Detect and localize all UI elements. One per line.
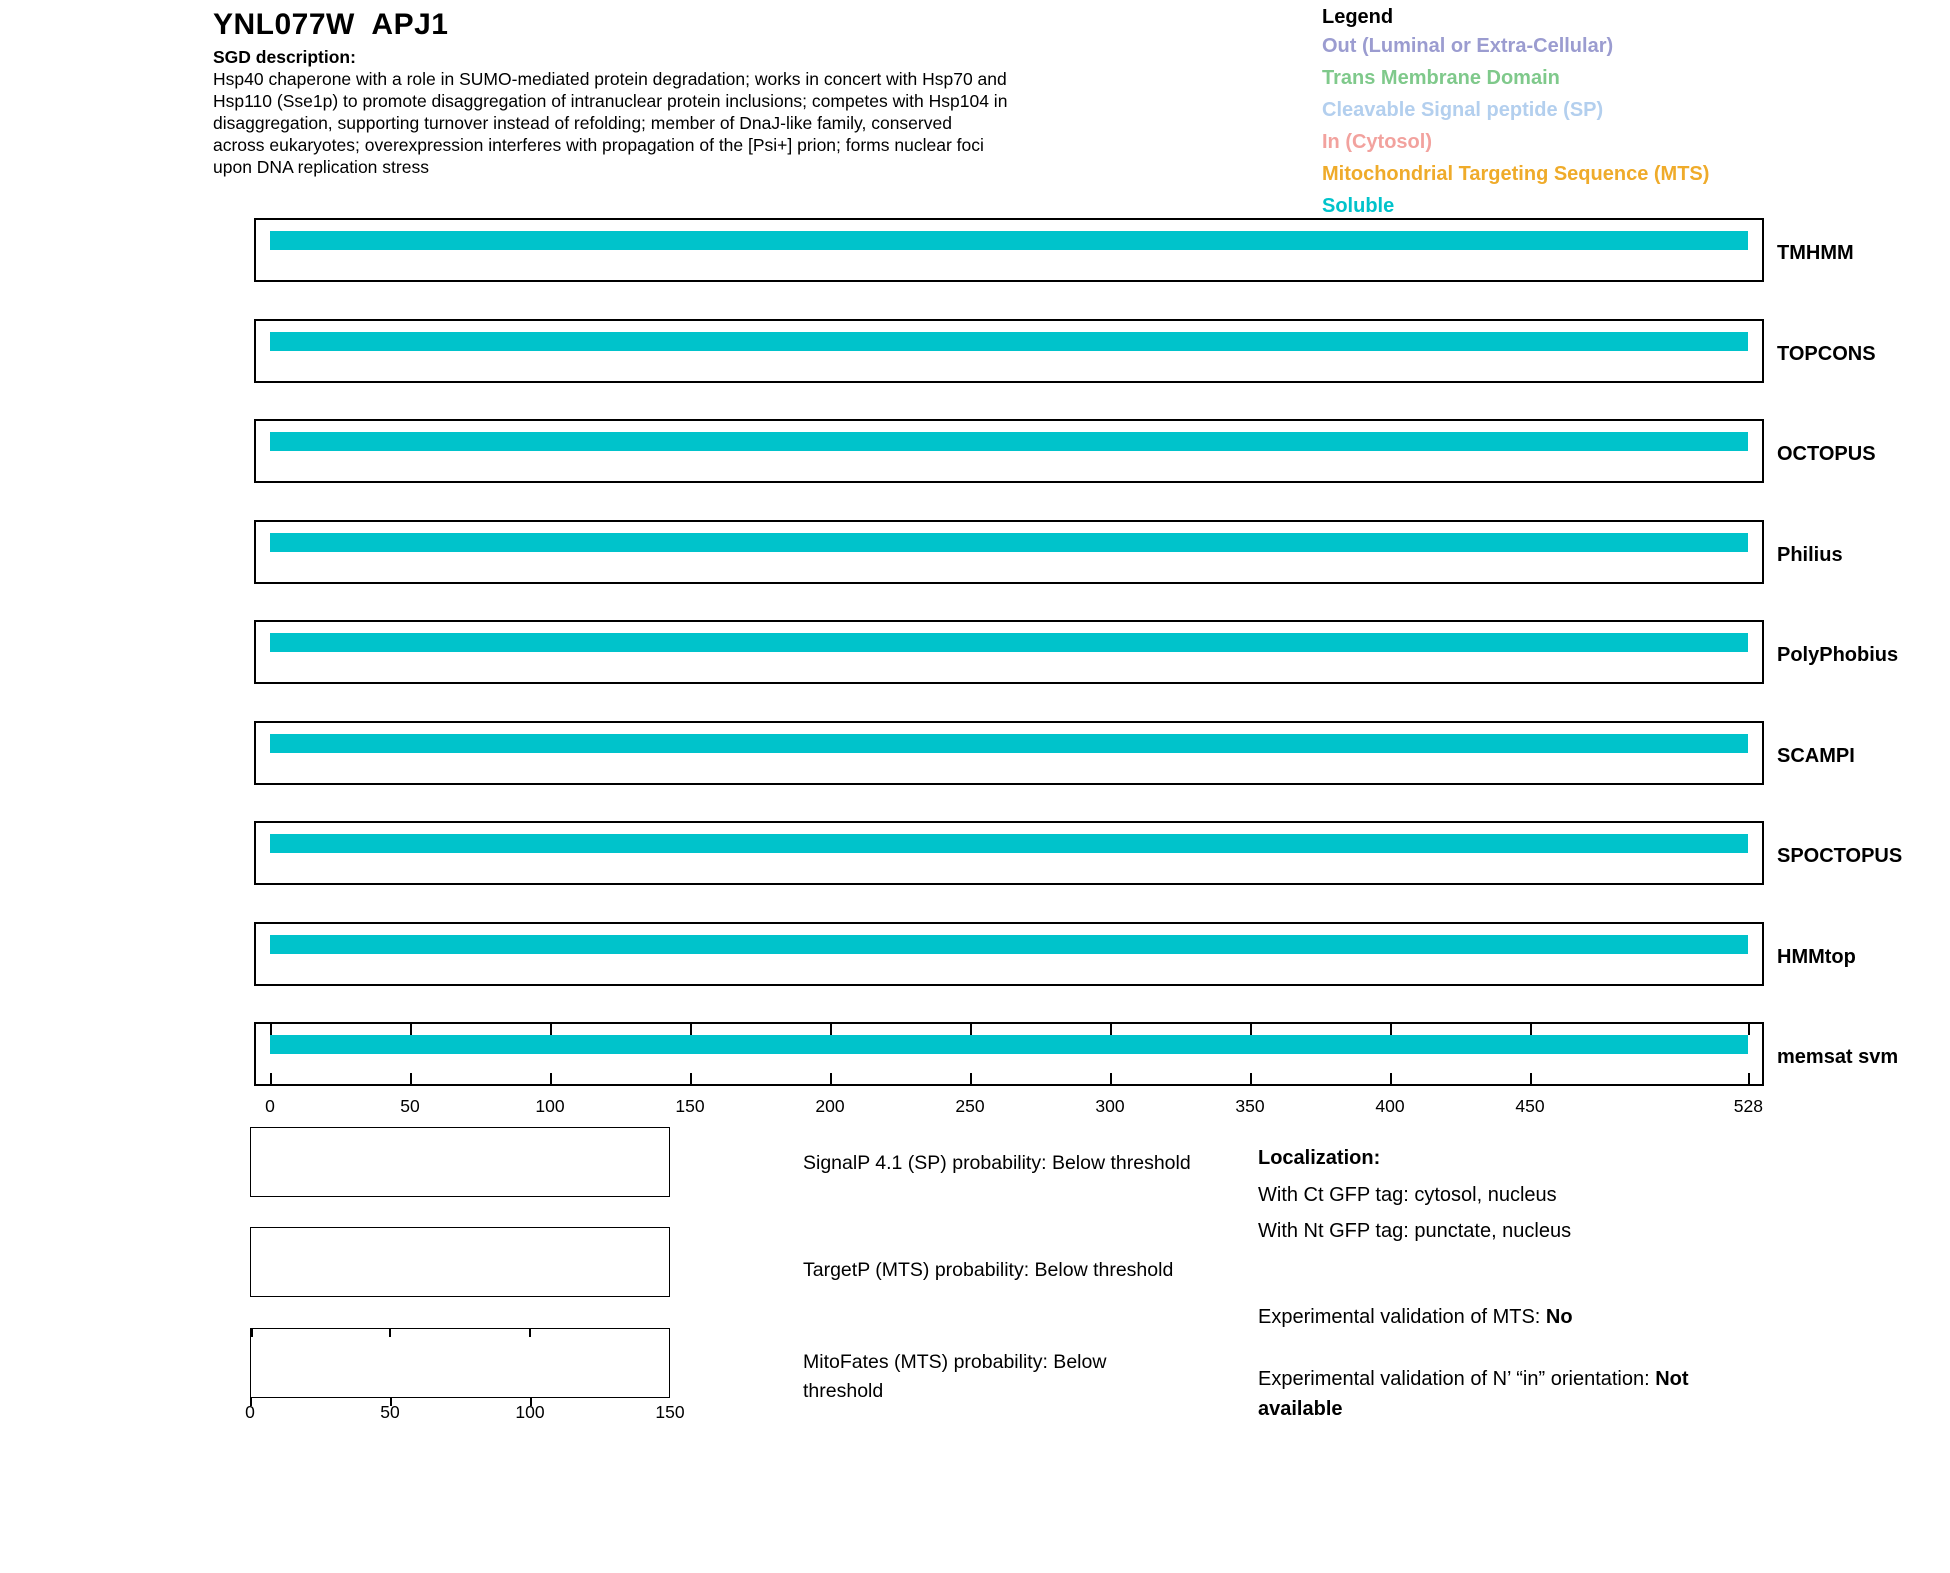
track-label-scampi: SCAMPI — [1777, 744, 1855, 767]
axis-tick — [1110, 1024, 1112, 1035]
axis-tick — [1748, 1073, 1750, 1084]
axis-tick — [270, 1024, 272, 1035]
legend-item-out: Out (Luminal or Extra-Cellular) — [1322, 35, 1614, 57]
x-axis-tick-label: 250 — [955, 1096, 985, 1116]
axis-tick — [270, 1073, 272, 1084]
axis-tick — [1250, 1024, 1252, 1035]
track-bar-topcons — [270, 332, 1748, 351]
track-label-philius: Philius — [1777, 543, 1843, 566]
axis-tick — [550, 1024, 552, 1035]
track-bar-memsat-svm — [270, 1035, 1748, 1054]
legend-item-signal-peptide: Cleavable Signal peptide (SP) — [1322, 99, 1604, 121]
orientation-validation — [1258, 1364, 1736, 1424]
signalp-plot-box — [250, 1127, 670, 1197]
track-box-scampi — [254, 721, 1764, 785]
x-axis-tick-label: 50 — [400, 1096, 420, 1116]
mitofates-plot-label: MitoFates (MTS) probability: Below threshold — [803, 1351, 1107, 1402]
legend-title: Legend — [1322, 6, 1394, 28]
axis-tick — [1110, 1073, 1112, 1084]
axis-tick — [690, 1073, 692, 1084]
track-box-memsat-svm — [254, 1022, 1764, 1086]
x-axis-tick-label: 350 — [1235, 1096, 1265, 1116]
axis-tick — [550, 1073, 552, 1084]
track-label-topcons: TOPCONS — [1777, 342, 1876, 365]
x-axis-tick-label: 150 — [675, 1096, 705, 1116]
legend — [1322, 4, 1709, 222]
track-box-hmmtop — [254, 922, 1764, 986]
track-box-tmhmm — [254, 218, 1764, 282]
mitofates-axis-label: 150 — [655, 1402, 685, 1422]
axis-tick — [251, 1329, 253, 1337]
orientation-validation-prefix: Experimental validation of N’ “in” orientation: — [1258, 1368, 1656, 1390]
axis-tick — [1748, 1024, 1750, 1035]
axis-tick — [830, 1024, 832, 1035]
track-label-memsat-svm: memsat svm — [1777, 1046, 1899, 1068]
track-label-spoctopus: SPOCTOPUS — [1777, 845, 1903, 867]
localization-title: Localization: — [1258, 1147, 1381, 1169]
axis-tick — [970, 1073, 972, 1084]
track-bar-tmhmm — [270, 231, 1748, 250]
signalp-plot-label: SignalP 4.1 (SP) probability: Below threshold — [803, 1152, 1191, 1174]
axis-tick — [410, 1073, 412, 1084]
axis-tick — [830, 1073, 832, 1084]
axis-tick — [970, 1024, 972, 1035]
track-label-octopus: OCTOPUS — [1777, 443, 1876, 465]
x-axis-tick-label: 200 — [815, 1096, 845, 1116]
axis-tick — [410, 1024, 412, 1035]
axis-tick — [690, 1024, 692, 1035]
mts-validation — [1258, 1306, 1573, 1329]
legend-item-in-cytosol: In (Cytosol) — [1322, 131, 1432, 153]
track-bar-scampi — [270, 734, 1748, 753]
track-label-polyphobius: PolyPhobius — [1777, 644, 1899, 666]
mitofates-axis-label: 100 — [515, 1402, 545, 1422]
x-axis-tick-label: 450 — [1515, 1096, 1545, 1116]
targetp-plot-label: TargetP (MTS) probability: Below threshold — [803, 1259, 1174, 1281]
mts-validation-prefix: Experimental validation of MTS: — [1258, 1306, 1546, 1328]
mts-validation-value: No — [1545, 1306, 1573, 1328]
sgd-description-label: SGD description: — [213, 47, 356, 67]
track-box-spoctopus — [254, 821, 1764, 885]
track-label-hmmtop: HMMtop — [1777, 945, 1856, 968]
x-axis-tick-label: 300 — [1095, 1096, 1125, 1116]
axis-tick — [1390, 1024, 1392, 1035]
axis-tick — [1530, 1073, 1532, 1084]
axis-tick — [1530, 1024, 1532, 1035]
orientation-validation-value: Not available — [1258, 1368, 1689, 1420]
targetp-plot-box — [250, 1227, 670, 1297]
x-axis-tick-label: 528 — [1733, 1096, 1763, 1116]
legend-items — [1322, 30, 1709, 222]
x-axis-tick-label: 100 — [535, 1096, 565, 1116]
track-box-polyphobius — [254, 620, 1764, 684]
legend-item-soluble: Soluble — [1322, 195, 1395, 217]
nt-gfp-localization: With Nt GFP tag: punctate, nucleus — [1258, 1220, 1572, 1242]
track-bar-polyphobius — [270, 633, 1748, 652]
track-label-tmhmm: TMHMM — [1777, 242, 1854, 264]
axis-tick — [529, 1329, 531, 1337]
axis-tick — [389, 1329, 391, 1337]
track-bar-spoctopus — [270, 834, 1748, 853]
x-axis-tick-label: 0 — [265, 1096, 275, 1116]
axis-tick — [1390, 1073, 1392, 1084]
track-box-octopus — [254, 419, 1764, 483]
axis-tick — [1250, 1073, 1252, 1084]
track-box-topcons — [254, 319, 1764, 383]
track-bar-hmmtop — [270, 935, 1748, 954]
mitofates-axis-label: 50 — [380, 1402, 400, 1422]
track-bar-octopus — [270, 432, 1748, 451]
legend-item-trans-membrane: Trans Membrane Domain — [1322, 67, 1560, 89]
x-axis-tick-label: 400 — [1375, 1096, 1405, 1116]
page-title: YNL077W APJ1 — [213, 8, 449, 41]
mitofates-axis-label: 0 — [245, 1402, 255, 1422]
sgd-description-text: Hsp40 chaperone with a role in SUMO-mediated protein degradation; works in concert with Hsp70 and Hsp110 (Sse1p) to promote disaggregation of intranuclear protein inclusions; competes with Hsp104 in disaggregation, supporting turnover instead of refolding; member of DnaJ-like family, conserved across eukaryotes; overexpression interferes with propagation of the [Psi+] prion; forms nuclear foci upon DNA replication stress — [213, 69, 1008, 177]
track-box-philius — [254, 520, 1764, 584]
track-bar-philius — [270, 533, 1748, 552]
legend-item-mts: Mitochondrial Targeting Sequence (MTS) — [1322, 163, 1710, 185]
mitofates-plot-box — [250, 1328, 670, 1398]
ct-gfp-localization: With Ct GFP tag: cytosol, nucleus — [1258, 1184, 1557, 1206]
